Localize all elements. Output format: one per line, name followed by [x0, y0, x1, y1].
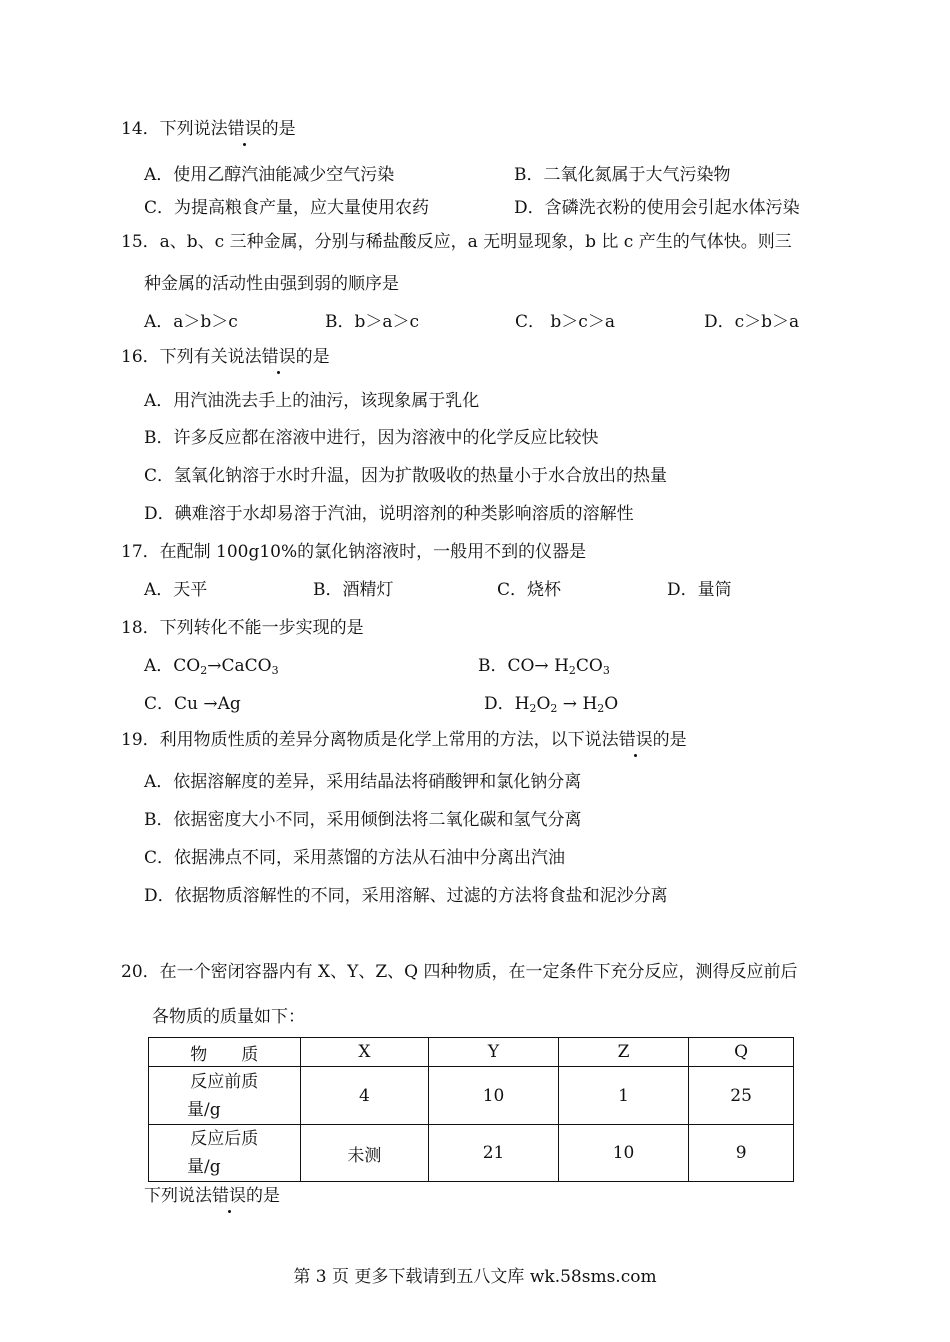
q16-stem: 16．下列有关说法错误的是	[121, 347, 330, 367]
table-cell: 9	[689, 1125, 794, 1182]
q15-stem-line1: 15．a、b、c 三种金属，分别与稀盐酸反应，a 无明显现象，b 比 c 产生的气体快。则三	[121, 232, 792, 252]
q14-emphasis: 错误	[227, 119, 262, 139]
q18-option-d: D．$H_2O_2 \to H_2O$	[484, 694, 619, 715]
q14-option-b: B．二氧化氮属于大气污染物	[514, 165, 731, 185]
q18-stem: 18．下列转化不能一步实现的是	[121, 618, 364, 638]
q16-option-a: A．用汽油洗去手上的油污，该现象属于乳化	[144, 391, 480, 411]
q15-option-d: D．c＞b＞a	[704, 312, 800, 332]
q16-option-d: D．碘难溶于水却易溶于汽油，说明溶剂的种类影响溶质的溶解性	[144, 504, 634, 524]
q16-option-c: C．氢氧化钠溶于水时升温，因为扩散吸收的热量小于水合放出的热量	[144, 466, 668, 486]
table-header-cell: Z	[558, 1038, 688, 1067]
q18-option-b: B．$CO\to H_2CO_3$	[478, 656, 610, 677]
q15-option-a: A．a＞b＞c	[144, 312, 238, 332]
table-cell: 21	[429, 1125, 559, 1182]
q19-option-d: D．依据物质溶解性的不同，采用溶解、过滤的方法将食盐和泥沙分离	[144, 886, 668, 906]
table-header-cell: Y	[429, 1038, 559, 1067]
table-header-cell: X	[300, 1038, 429, 1067]
q19-emphasis: 错误	[618, 730, 653, 750]
table-header-row	[149, 1038, 794, 1067]
q17-option-a: A．天平	[144, 580, 208, 600]
q20-stem-line1: 20．在一个密闭容器内有 X、Y、Z、Q 四种物质，在一定条件下充分反应，测得反应前后	[121, 962, 798, 982]
q20-after-table: 下列说法错误的是	[144, 1186, 280, 1206]
q17-option-d: D．量筒	[667, 580, 732, 600]
q19-stem: 19．利用物质性质的差异分离物质是化学上常用的方法，以下说法错误的是	[121, 730, 687, 750]
q15-option-b: B．b＞a＞c	[325, 312, 420, 332]
table-cell: 25	[689, 1067, 794, 1125]
q14-option-a: A．使用乙醇汽油能减少空气污染	[144, 165, 395, 185]
mass-table	[148, 1037, 794, 1182]
q16-option-b: B．许多反应都在溶液中进行，因为溶液中的化学反应比较快	[144, 428, 599, 448]
table-cell: 10	[558, 1125, 688, 1182]
q19-option-a: A．依据溶解度的差异，采用结晶法将硝酸钾和氯化钠分离	[144, 772, 582, 792]
page-footer: 第 3 页 更多下载请到五八文库 wk.58sms.com	[293, 1267, 657, 1287]
q20-stem-line2: 各物质的质量如下：	[152, 1007, 305, 1027]
q16-emphasis: 错误	[261, 347, 296, 367]
q14-stem: 14．下列说法错误的是	[121, 119, 296, 139]
table-cell: 1	[558, 1067, 688, 1125]
table-cell: 4	[300, 1067, 429, 1125]
q15-stem-line2: 种金属的活动性由强到弱的顺序是	[144, 274, 399, 294]
q17-option-c: C．烧杯	[497, 580, 562, 600]
q18-option-c: C．Cu →Ag	[144, 694, 241, 714]
table-row-label: 反应后质 量/g	[149, 1125, 301, 1182]
table-row	[149, 1125, 794, 1182]
q19-option-c: C．依据沸点不同，采用蒸馏的方法从石油中分离出汽油	[144, 848, 566, 868]
q19-option-b: B．依据密度大小不同，采用倾倒法将二氧化碳和氢气分离	[144, 810, 582, 830]
q20-emphasis: 错误	[212, 1186, 246, 1206]
table-cell: 未测	[300, 1125, 429, 1182]
table-header-cell: Q	[689, 1038, 794, 1067]
q17-option-b: B．酒精灯	[313, 580, 394, 600]
q18-option-a: A．$CO_2\to CaCO_3$	[144, 656, 279, 677]
q14-option-c: C．为提高粮食产量，应大量使用农药	[144, 198, 430, 218]
table-cell: 10	[429, 1067, 559, 1125]
q15-option-c: C． b＞c＞a	[515, 312, 615, 332]
table-header-cell: 物 质	[149, 1038, 301, 1067]
q17-stem: 17．在配制 100g10%的氯化钠溶液时，一般用不到的仪器是	[121, 542, 587, 562]
table-row-label: 反应前质 量/g	[149, 1067, 301, 1125]
q14-option-d: D．含磷洗衣粉的使用会引起水体污染	[514, 198, 800, 218]
table-row	[149, 1067, 794, 1125]
